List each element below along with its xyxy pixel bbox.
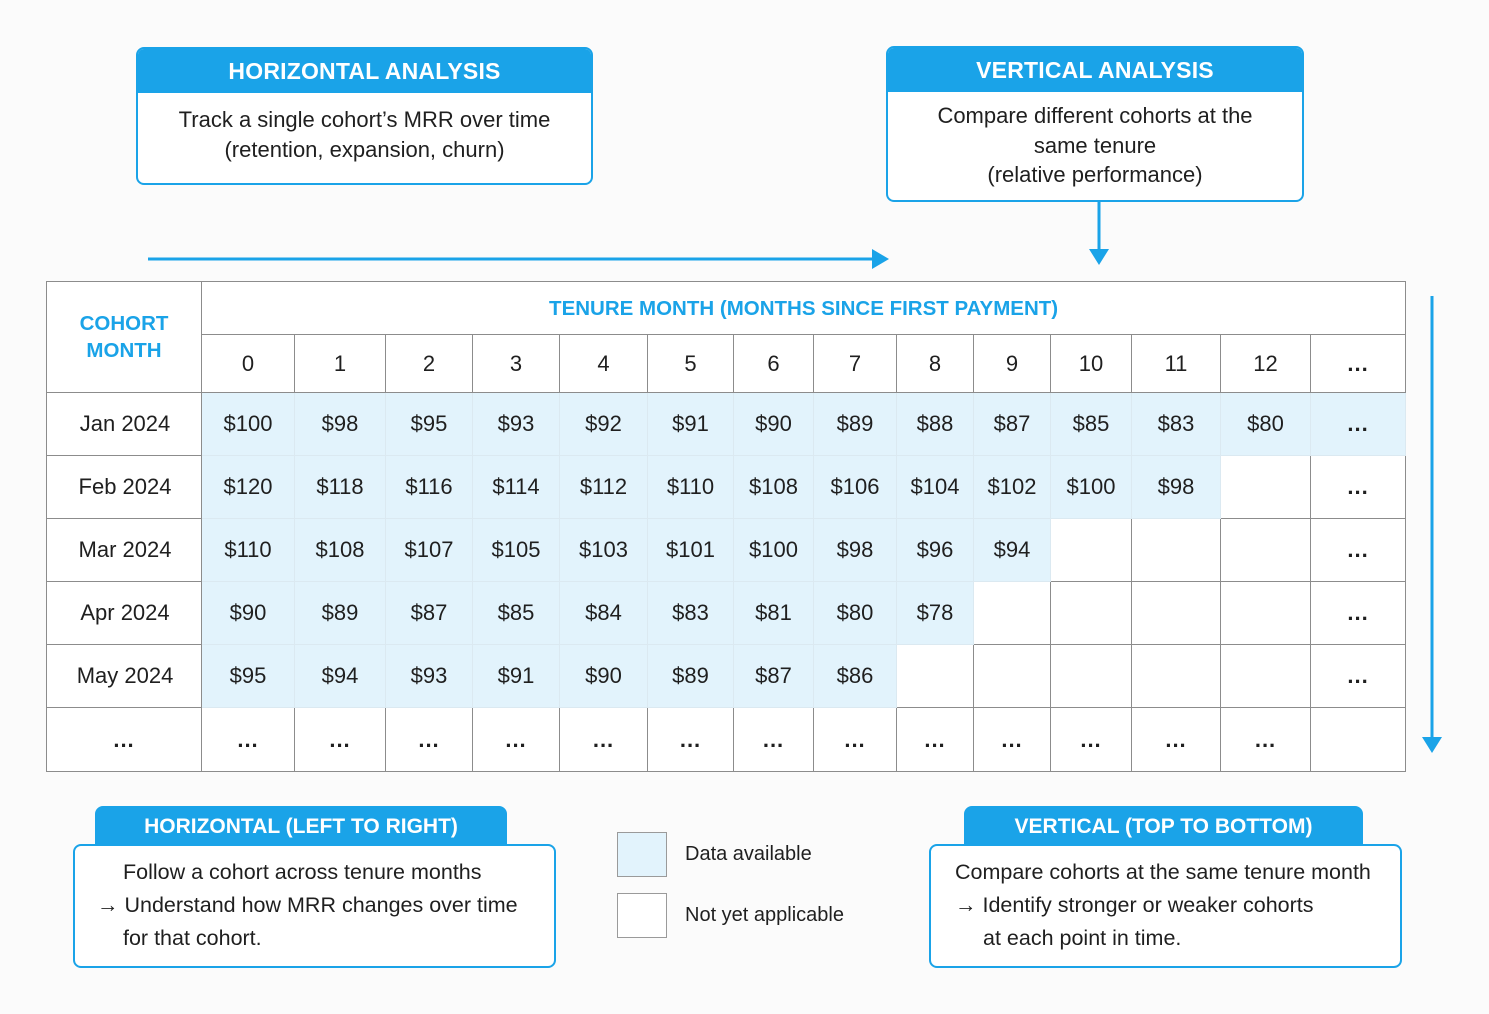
vertical-ttb-line: Compare cohorts at the same tenure month	[955, 860, 1371, 884]
vertical-ttb-line: → Identify stronger or weaker cohorts	[955, 893, 1314, 917]
tenure-month-cell: 10	[1051, 335, 1132, 393]
tenure-month-cell: 11	[1132, 335, 1221, 393]
mrr-value-cell: $93	[473, 393, 560, 456]
horizontal-ltr-line: → Understand how MRR changes over time	[97, 893, 518, 917]
ellipsis-cell: ...	[202, 708, 295, 772]
horizontal-ltr-box	[73, 806, 556, 968]
mrr-value-cell: $98	[814, 519, 897, 582]
vertical-ttb-panel	[929, 844, 1402, 968]
mrr-value-cell: $90	[560, 645, 648, 708]
mrr-value-cell: $105	[473, 519, 560, 582]
tenure-month-cell: 3	[473, 335, 560, 393]
legend-data-available-swatch	[617, 832, 667, 877]
cohort-month-label: May 2024	[47, 645, 202, 708]
mrr-value-cell: $94	[295, 645, 386, 708]
cohort-mrr-table	[46, 281, 1406, 772]
legend-not-applicable-swatch	[617, 893, 667, 938]
mrr-value-cell: $87	[386, 582, 473, 645]
mrr-value-cell: $93	[386, 645, 473, 708]
legend-not-applicable-label: Not yet applicable	[685, 904, 844, 926]
not-applicable-cell	[974, 645, 1051, 708]
empty-cell	[1311, 708, 1406, 772]
mrr-value-cell: $78	[897, 582, 974, 645]
vertical-analysis-line: (relative performance)	[987, 162, 1203, 187]
tenure-month-cell: 8	[897, 335, 974, 393]
mrr-value-cell: $87	[734, 645, 814, 708]
not-applicable-cell	[1132, 582, 1221, 645]
not-applicable-cell	[1221, 645, 1311, 708]
mrr-value-cell: $110	[202, 519, 295, 582]
ellipsis-cell: ...	[473, 708, 560, 772]
mrr-value-cell: $91	[473, 645, 560, 708]
mrr-value-cell: $86	[814, 645, 897, 708]
ellipsis-cell: ...	[1221, 708, 1311, 772]
ellipsis-cell: ...	[1132, 708, 1221, 772]
mrr-value-cell: $89	[814, 393, 897, 456]
vertical-ttb-line: at each point in time.	[983, 926, 1182, 950]
mrr-value-cell: $98	[1132, 456, 1221, 519]
mrr-value-cell: $106	[814, 456, 897, 519]
mrr-value-cell: $94	[974, 519, 1051, 582]
ellipsis-cell: ...	[734, 708, 814, 772]
horizontal-analysis-line: (retention, expansion, churn)	[224, 137, 505, 162]
mrr-value-cell: $98	[295, 393, 386, 456]
not-applicable-cell	[1132, 519, 1221, 582]
mrr-value-cell: $100	[1051, 456, 1132, 519]
mrr-value-cell: $107	[386, 519, 473, 582]
vertical-ttb-title: VERTICAL (TOP TO BOTTOM)	[964, 806, 1363, 846]
mrr-value-cell: $108	[295, 519, 386, 582]
mrr-value-cell: $81	[734, 582, 814, 645]
mrr-value-cell: $80	[1221, 393, 1311, 456]
mrr-value-cell: $108	[734, 456, 814, 519]
not-applicable-cell	[897, 645, 974, 708]
mrr-value-cell: $83	[1132, 393, 1221, 456]
ellipsis-cell: ...	[814, 708, 897, 772]
tenure-month-cell: 1	[295, 335, 386, 393]
mrr-value-cell: $110	[648, 456, 734, 519]
cohort-row	[47, 519, 1406, 582]
not-applicable-cell	[1221, 582, 1311, 645]
ellipsis-cell: ...	[1051, 708, 1132, 772]
cohort-header-line: COHORT	[79, 312, 169, 335]
horizontal-analysis-line: Track a single cohort’s MRR over time	[178, 107, 551, 132]
mrr-value-cell: $92	[560, 393, 648, 456]
horizontal-ltr-panel	[73, 844, 556, 968]
tenure-month-cell: ...	[1311, 335, 1406, 393]
mrr-value-cell: $95	[386, 393, 473, 456]
mrr-value-cell: $85	[1051, 393, 1132, 456]
cohort-month-label: Feb 2024	[47, 456, 202, 519]
mrr-value-cell: $91	[648, 393, 734, 456]
cohort-month-label: Mar 2024	[47, 519, 202, 582]
not-applicable-cell	[1132, 645, 1221, 708]
mrr-value-cell: $80	[814, 582, 897, 645]
cohort-month-header	[47, 282, 202, 393]
horizontal-ltr-line: for that cohort.	[123, 926, 262, 950]
tenure-month-row	[47, 335, 1406, 393]
cohort-month-label: Jan 2024	[47, 393, 202, 456]
vertical-analysis-line: same tenure	[1033, 132, 1157, 158]
mrr-value-cell: $100	[202, 393, 295, 456]
cohort-row	[47, 456, 1406, 519]
tenure-month-cell: 4	[560, 335, 648, 393]
mrr-value-cell: $118	[295, 456, 386, 519]
not-applicable-cell	[1051, 582, 1132, 645]
vertical-analysis-title: VERTICAL ANALYSIS	[888, 48, 1302, 92]
mrr-value-cell: $100	[734, 519, 814, 582]
mrr-value-cell: $101	[648, 519, 734, 582]
ellipsis-cell: ...	[648, 708, 734, 772]
horizontal-analysis-title: HORIZONTAL ANALYSIS	[138, 49, 591, 93]
mrr-value-cell: $103	[560, 519, 648, 582]
mrr-value-cell: $102	[974, 456, 1051, 519]
vertical-ttb-box	[929, 806, 1402, 968]
mrr-value-cell: $83	[648, 582, 734, 645]
not-applicable-cell	[1051, 519, 1132, 582]
mrr-value-cell: $89	[648, 645, 734, 708]
mrr-value-cell: $89	[295, 582, 386, 645]
mrr-value-cell: $116	[386, 456, 473, 519]
mrr-value-cell: $88	[897, 393, 974, 456]
ellipsis-cell: ...	[897, 708, 974, 772]
mrr-value-cell: $95	[202, 645, 295, 708]
ellipsis-cell: ...	[974, 708, 1051, 772]
tenure-month-cell: 2	[386, 335, 473, 393]
mrr-value-cell: $104	[897, 456, 974, 519]
ellipsis-row	[47, 708, 1406, 772]
not-applicable-cell	[1051, 645, 1132, 708]
not-applicable-cell	[974, 582, 1051, 645]
mrr-value-cell: $114	[473, 456, 560, 519]
vertical-analysis-line: Compare different cohorts at the	[937, 103, 1253, 128]
ellipsis-cell: ...	[1311, 456, 1406, 519]
vertical-arrow-icon	[1422, 296, 1442, 753]
ellipsis-cell: ...	[47, 708, 202, 772]
horizontal-ltr-title: HORIZONTAL (LEFT TO RIGHT)	[95, 806, 507, 846]
tenure-month-header: TENURE MONTH (MONTHS SINCE FIRST PAYMENT)	[202, 282, 1406, 335]
not-applicable-cell	[1221, 519, 1311, 582]
cohort-row	[47, 582, 1406, 645]
ellipsis-cell: ...	[386, 708, 473, 772]
horizontal-arrow-icon	[148, 249, 889, 269]
cohort-row	[47, 645, 1406, 708]
ellipsis-cell: ...	[1311, 393, 1406, 456]
down-arrow-icon	[1089, 202, 1109, 265]
cohort-header-line: MONTH	[86, 339, 162, 362]
tenure-month-cell: 0	[202, 335, 295, 393]
not-applicable-cell	[1221, 456, 1311, 519]
ellipsis-cell: ...	[1311, 519, 1406, 582]
tenure-month-cell: 6	[734, 335, 814, 393]
cohort-month-label: Apr 2024	[47, 582, 202, 645]
mrr-value-cell: $120	[202, 456, 295, 519]
mrr-value-cell: $87	[974, 393, 1051, 456]
legend-data-available-label: Data available	[685, 843, 812, 865]
ellipsis-cell: ...	[1311, 582, 1406, 645]
tenure-month-cell: 9	[974, 335, 1051, 393]
ellipsis-cell: ...	[1311, 645, 1406, 708]
mrr-value-cell: $90	[202, 582, 295, 645]
tenure-month-cell: 5	[648, 335, 734, 393]
horizontal-ltr-line: Follow a cohort across tenure months	[123, 860, 482, 884]
mrr-value-cell: $96	[897, 519, 974, 582]
cohort-rows	[47, 393, 1406, 772]
mrr-value-cell: $112	[560, 456, 648, 519]
mrr-value-cell: $90	[734, 393, 814, 456]
tenure-month-cell: 7	[814, 335, 897, 393]
tenure-month-cell: 12	[1221, 335, 1311, 393]
mrr-value-cell: $85	[473, 582, 560, 645]
cohort-row	[47, 393, 1406, 456]
ellipsis-cell: ...	[560, 708, 648, 772]
ellipsis-cell: ...	[295, 708, 386, 772]
mrr-value-cell: $84	[560, 582, 648, 645]
